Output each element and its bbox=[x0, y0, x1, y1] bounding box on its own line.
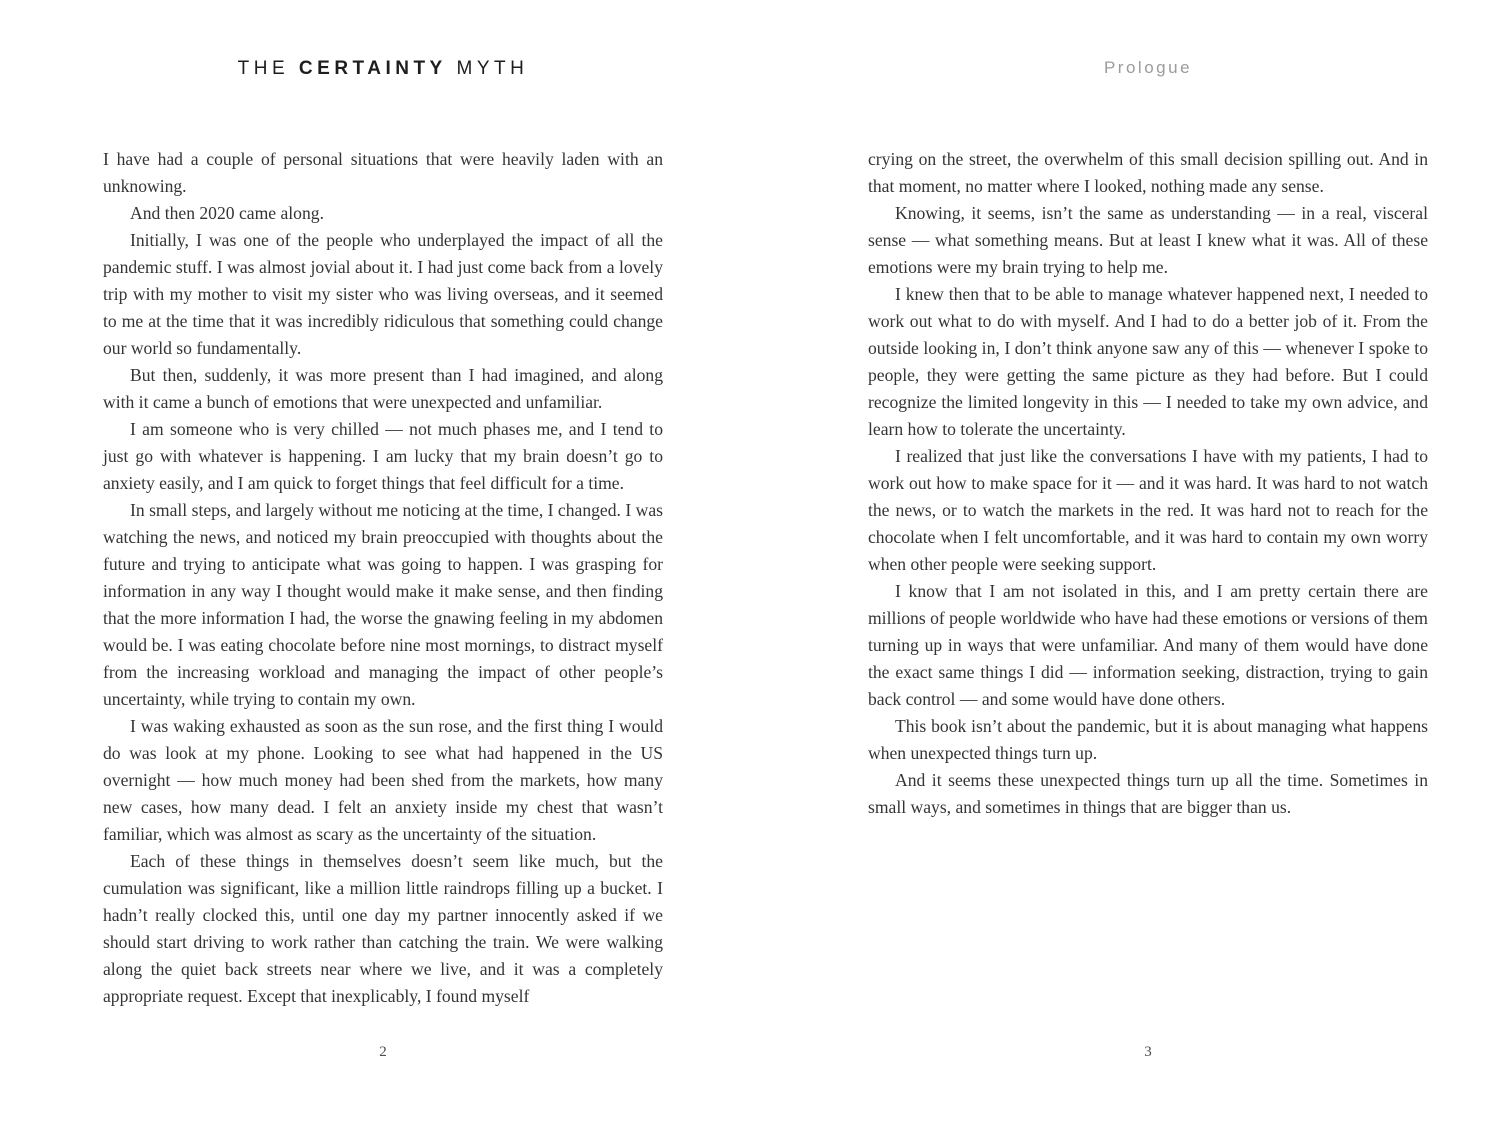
paragraph: crying on the street, the overwhelm of this small decision spilling out. And in that moment, no matter where I looked, nothing made any sense. bbox=[868, 149, 1428, 196]
paragraph: I have had a couple of personal situations that were heavily laden with an unknowing. bbox=[103, 149, 663, 196]
page-number-left: 2 bbox=[379, 1044, 387, 1060]
paragraph: I realized that just like the conversations I have with my patients, I had to work out how to make space for it — and it was hard. It was hard to not watch the news, or to watch the markets in the red. It was hard not to reach for the chocolate when I felt uncomfortable, and it was hard to contain my own worry when other people were seeking support. bbox=[868, 446, 1428, 574]
body-text-left bbox=[103, 146, 663, 1010]
title-pre: THE bbox=[237, 58, 290, 79]
paragraph: I am someone who is very chilled — not much phases me, and I tend to just go with whatever is happening. I am lucky that my brain doesn’t go to anxiety easily, and I am quick to forget things that feel difficult for a time. bbox=[103, 419, 663, 493]
paragraph: And it seems these unexpected things turn up all the time. Sometimes in small ways, and sometimes in things that are bigger than us. bbox=[868, 770, 1428, 817]
paragraph: In small steps, and largely without me noticing at the time, I changed. I was watching the news, and noticed my brain preoccupied with thoughts about the future and trying to anticipate what was going to happen. I was grasping for information in any way I thought would make it make sense, and then finding that the more information I had, the worse the gnawing feeling in my abdomen would be. I was eating chocolate before nine most mornings, to distract myself from the increasing workload and managing the impact of other people’s uncertainty, while trying to contain my own. bbox=[103, 500, 663, 709]
page-number-right: 3 bbox=[1144, 1044, 1152, 1060]
paragraph: Each of these things in themselves doesn’t seem like much, but the cumulation was significant, like a million little raindrops filling up a bucket. I hadn’t really clocked this, until one day my partner innocently asked if we should start driving to work rather than catching the train. We were walking along the quiet back streets near where we live, and it was a completely appropriate request. Except that inexplicably, I found myself bbox=[103, 851, 663, 1006]
running-head-chapter: Prologue bbox=[1103, 58, 1193, 77]
title-post: MYTH bbox=[456, 58, 529, 79]
body-text-right bbox=[868, 146, 1428, 821]
running-head-book-title bbox=[103, 58, 663, 80]
paragraph: But then, suddenly, it was more present than I had imagined, and along with it came a bunch of emotions that were unexpected and unfamiliar. bbox=[103, 365, 663, 412]
paragraph: And then 2020 came along. bbox=[130, 203, 324, 223]
page-left bbox=[103, 0, 663, 1130]
paragraph: This book isn’t about the pandemic, but it is about managing what happens when unexpected things turn up. bbox=[868, 716, 1428, 763]
paragraph: Initially, I was one of the people who underplayed the impact of all the pandemic stuff. I was almost jovial about it. I had just come back from a lovely trip with my mother to visit my sister who was living overseas, and it seemed to me at the time that it was incredibly ridiculous that something could change our world so fundamentally. bbox=[103, 230, 663, 358]
paragraph: I was waking exhausted as soon as the sun rose, and the first thing I would do was look at my phone. Looking to see what had happened in the US overnight — how much money had been shed from the markets, how many new cases, how many dead. I felt an anxiety inside my chest that wasn’t familiar, which was almost as scary as the uncertainty of the situation. bbox=[103, 716, 663, 844]
paragraph: I know that I am not isolated in this, and I am pretty certain there are millions of people worldwide who have had these emotions or versions of them turning up in ways that were unfamiliar. And many of them would have done the exact same things I did — information seeking, distraction, trying to gain back control — and some would have done others. bbox=[868, 581, 1428, 709]
page-right bbox=[868, 0, 1428, 1130]
paragraph: Knowing, it seems, isn’t the same as understanding — in a real, visceral sense — what something means. But at least I knew what it was. All of these emotions were my brain trying to help me. bbox=[868, 203, 1428, 277]
title-emphasis: CERTAINTY bbox=[298, 58, 447, 79]
paragraph: I knew then that to be able to manage whatever happened next, I needed to work out what to do with myself. And I had to do a better job of it. From the outside looking in, I don’t think anyone saw any of this — whenever I spoke to people, they were getting the same picture as they had before. But I could recognize the limited longevity in this — I needed to take my own advice, and learn how to tolerate the uncertainty. bbox=[868, 284, 1428, 439]
